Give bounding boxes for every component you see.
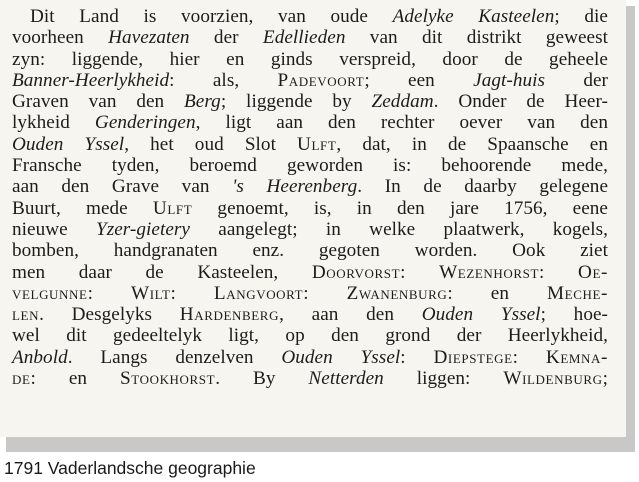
text-run: . Onder de Heer- bbox=[433, 91, 608, 113]
place-name: Ulft bbox=[152, 197, 193, 219]
italic-term: Zeddam bbox=[371, 91, 434, 113]
place-name: velgunne bbox=[12, 282, 88, 304]
text-line bbox=[12, 70, 608, 91]
text-line bbox=[12, 368, 608, 389]
text-run: ; bbox=[602, 368, 608, 390]
text-run: der bbox=[545, 69, 608, 91]
text-run: : bbox=[512, 346, 546, 368]
italic-term: Jagt-huis bbox=[473, 69, 546, 91]
text-line bbox=[12, 134, 608, 155]
text-run: , het oud Slot bbox=[124, 133, 298, 155]
italic-term: Anbold bbox=[12, 346, 68, 368]
text-run: aangelegt; in welke plaatwerk, kogels, bbox=[189, 218, 608, 240]
text-run: Dit Land is voorzien, van oude bbox=[30, 6, 393, 27]
place-name: Padevoort bbox=[277, 69, 365, 91]
text-run: wel dit gedeeltelyk ligt, op den grond der Heerlykheid, bbox=[12, 325, 608, 347]
text-run: : en bbox=[447, 282, 548, 304]
text-run: : bbox=[87, 282, 131, 304]
text-run: voorheen bbox=[12, 27, 109, 49]
text-run: . Langs denzelven bbox=[67, 346, 282, 368]
text-run: : als, bbox=[169, 69, 278, 91]
text-line bbox=[12, 91, 608, 112]
place-name: Wezenhorst bbox=[439, 261, 540, 283]
text-run: nieuwe bbox=[12, 218, 96, 240]
text-run: : en bbox=[30, 368, 121, 390]
italic-term: Netterden bbox=[308, 368, 384, 390]
text-line bbox=[12, 219, 608, 240]
text-run: ; die bbox=[554, 6, 608, 27]
paragraph-text bbox=[12, 6, 608, 389]
text-run: : bbox=[303, 282, 347, 304]
text-run: ; hoe- bbox=[540, 304, 608, 326]
text-run: van dit distrikt geweest bbox=[345, 27, 609, 49]
text-run: , ligt aan den rechter oever van den bbox=[195, 112, 609, 134]
place-name: Wilt bbox=[130, 282, 171, 304]
text-run: . In de daarby gelegene bbox=[357, 176, 609, 198]
text-run: , dat, in de Spaansche en bbox=[336, 133, 608, 155]
italic-term: Genderingen bbox=[94, 112, 196, 134]
text-run: genoemt, is, in den jare 1756, eene bbox=[192, 197, 609, 219]
text-run: : bbox=[539, 261, 578, 283]
place-name: Langvoort bbox=[213, 282, 304, 304]
text-run: Graven van den bbox=[12, 91, 185, 113]
text-line bbox=[12, 325, 608, 346]
image-caption: 1791 Vaderlandsche geographie bbox=[4, 458, 256, 478]
place-name: de bbox=[12, 368, 31, 390]
text-run: bomben, handgranaten enz. gegoten worden. Ook ziet bbox=[12, 240, 608, 262]
text-run: ; een bbox=[364, 69, 474, 91]
text-line bbox=[12, 112, 608, 133]
text-run: : bbox=[400, 346, 434, 368]
place-name: Diepstege bbox=[433, 346, 513, 368]
place-name: Zwanenburg bbox=[346, 282, 448, 304]
place-name: Wildenburg bbox=[503, 368, 603, 390]
text-line bbox=[12, 155, 608, 176]
italic-term: Adelyke Kasteelen bbox=[392, 6, 555, 27]
text-line bbox=[12, 27, 608, 48]
place-name: Oe- bbox=[577, 261, 608, 283]
place-name: Stookhorst bbox=[120, 368, 216, 390]
text-run: ; liggende by bbox=[220, 91, 372, 113]
text-run: : bbox=[400, 261, 440, 283]
text-run: , aan den bbox=[279, 304, 422, 326]
place-name: Ulft bbox=[297, 133, 337, 155]
italic-term: 's Heerenberg bbox=[232, 176, 358, 198]
italic-term: Ouden Yssel bbox=[12, 133, 125, 155]
text-run: : bbox=[170, 282, 214, 304]
italic-term: Berg bbox=[184, 91, 221, 113]
place-name: Hardenberg bbox=[179, 304, 280, 326]
place-name: Doorvorst bbox=[311, 261, 401, 283]
text-line bbox=[12, 304, 608, 325]
text-line bbox=[12, 262, 608, 283]
place-name: Kemna- bbox=[545, 346, 608, 368]
text-run: Fransche tyden, beroemd geworden is: behoorende mede, bbox=[12, 155, 608, 177]
italic-term: Ouden Yssel bbox=[281, 346, 401, 368]
text-line bbox=[12, 6, 608, 27]
text-run: . Desgelyks bbox=[39, 304, 180, 326]
text-run: Buurt, mede bbox=[12, 197, 153, 219]
text-run: zyn: liggende, hier en ginds verspreid, door de geheele bbox=[12, 48, 608, 70]
text-run: men daar de Kasteelen, bbox=[12, 261, 312, 283]
italic-term: Yzer-gietery bbox=[95, 218, 190, 240]
italic-term: Banner-Heerlykheid bbox=[12, 69, 170, 91]
text-line bbox=[12, 240, 608, 261]
italic-term: Ouden Yssel bbox=[421, 304, 541, 326]
text-line bbox=[12, 198, 608, 219]
text-run: . By bbox=[215, 368, 309, 390]
text-run: aan den Grave van bbox=[12, 176, 233, 198]
place-name: len bbox=[12, 304, 40, 326]
text-line bbox=[12, 176, 608, 197]
text-line bbox=[12, 283, 608, 304]
text-run: lykheid bbox=[12, 112, 95, 134]
text-run: der bbox=[189, 27, 263, 49]
place-name: Meche- bbox=[547, 282, 609, 304]
text-line bbox=[12, 49, 608, 70]
text-run: liggen: bbox=[383, 368, 504, 390]
italic-term: Havezaten bbox=[108, 27, 190, 49]
text-line bbox=[12, 347, 608, 368]
italic-term: Edellieden bbox=[262, 27, 346, 49]
